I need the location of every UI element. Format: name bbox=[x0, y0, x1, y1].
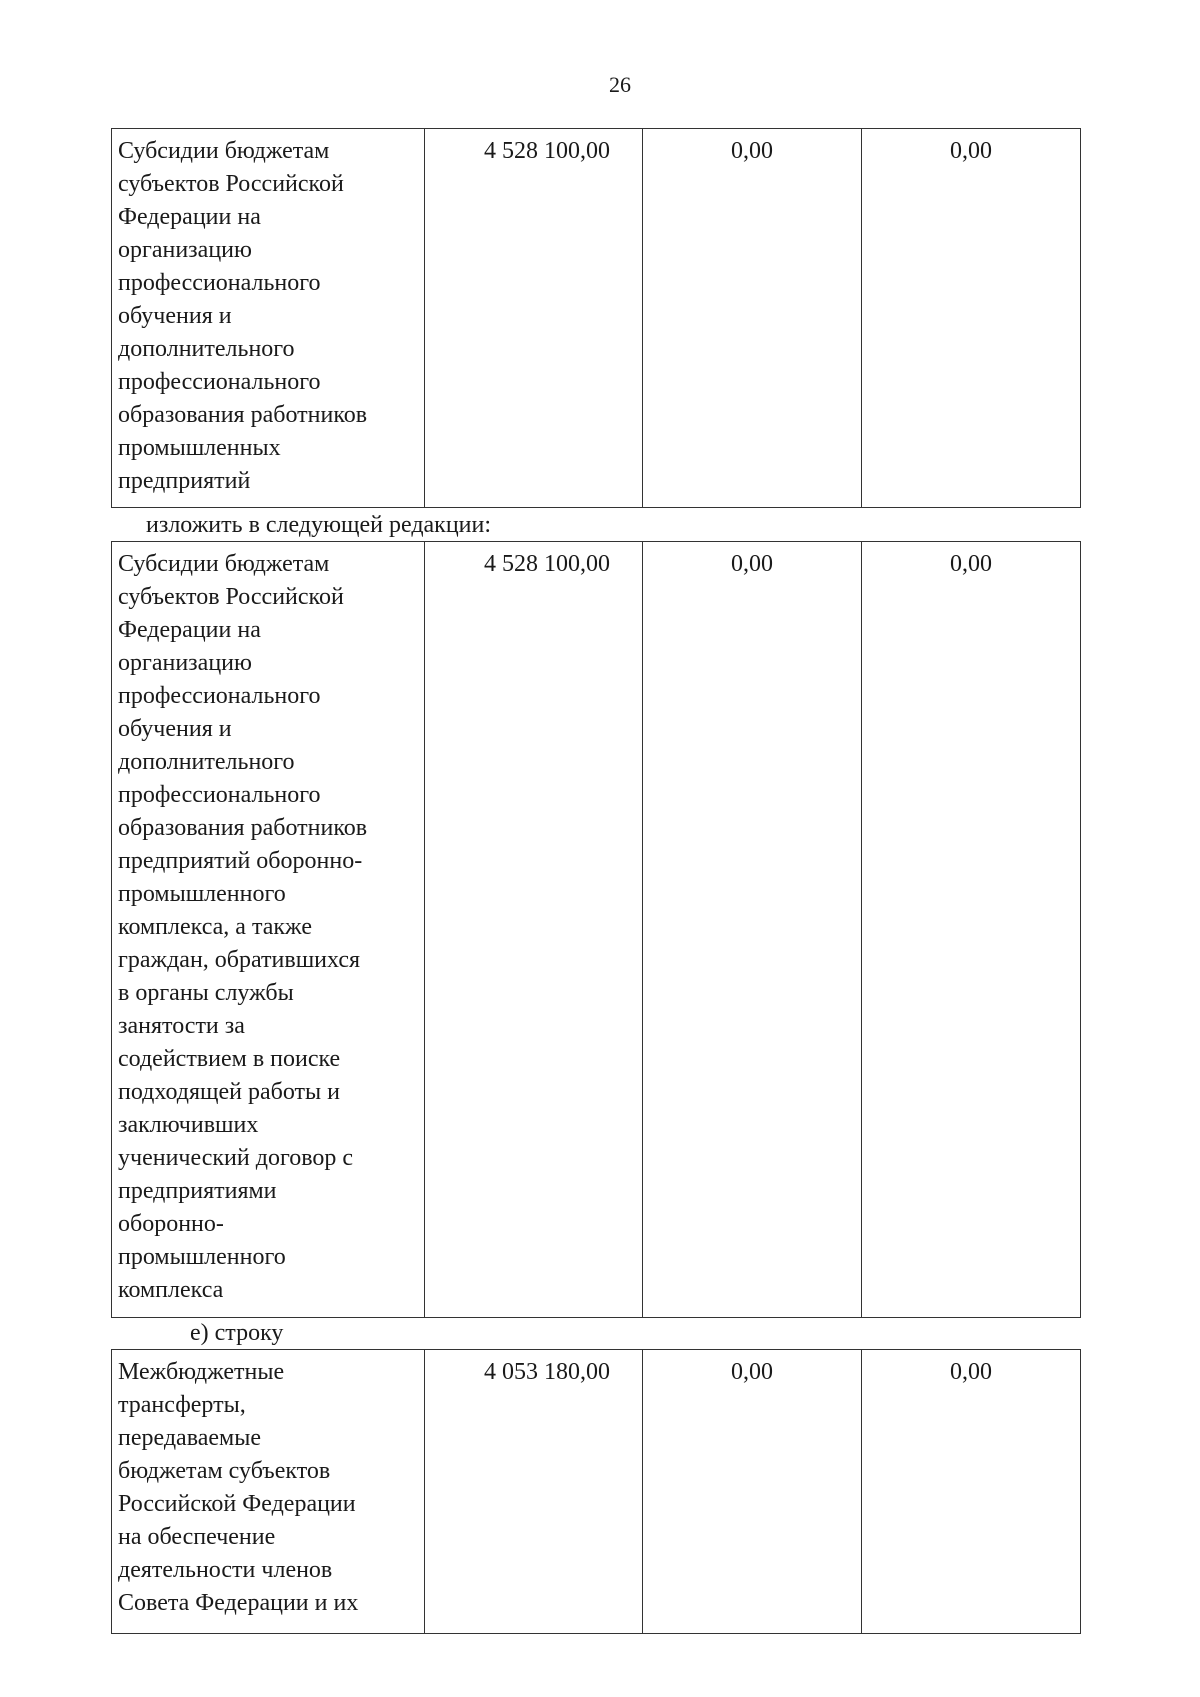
budget-table-revised bbox=[111, 541, 1081, 1318]
amount-cell: 0,00 bbox=[643, 1350, 862, 1634]
amount-cell: 0,00 bbox=[862, 129, 1081, 508]
amount-cell: 4 528 100,00 bbox=[425, 542, 643, 1318]
row-label: Межбюджетные трансферты, передаваемые бюджетам субъектов Российской Федерации на обеспечение деятельности членов Совета Федерации и их bbox=[112, 1350, 425, 1634]
amount-cell: 4 053 180,00 bbox=[425, 1350, 643, 1634]
budget-table-next bbox=[111, 1349, 1081, 1634]
amount-cell: 0,00 bbox=[643, 129, 862, 508]
amount-cell: 4 528 100,00 bbox=[425, 129, 643, 508]
amount-cell: 0,00 bbox=[862, 542, 1081, 1318]
amount-cell: 0,00 bbox=[862, 1350, 1081, 1634]
row-label: Субсидии бюджетам субъектов Российской Федерации на организацию профессионального обучения и дополнительного профессионального образования работников промышленных предприятий bbox=[112, 129, 425, 508]
budget-table-original bbox=[111, 128, 1081, 508]
table-row bbox=[112, 542, 1081, 1318]
amount-cell: 0,00 bbox=[643, 542, 862, 1318]
instruction-text: изложить в следующей редакции: bbox=[146, 512, 492, 538]
page-number: 26 bbox=[609, 72, 631, 97]
row-label: Субсидии бюджетам субъектов Российской Федерации на организацию профессионального обучения и дополнительного профессионального образования работников предприятий оборонно- промышленного комплекса, а также граждан, обратившихся в органы службы занятости за содействием в поиске подходящей работы и заключивших ученический договор с предприятиями оборонно- промышленного комплекса bbox=[112, 542, 425, 1318]
table-row bbox=[112, 129, 1081, 508]
table-row bbox=[112, 1350, 1081, 1634]
item-heading: е) строку bbox=[190, 1320, 284, 1346]
